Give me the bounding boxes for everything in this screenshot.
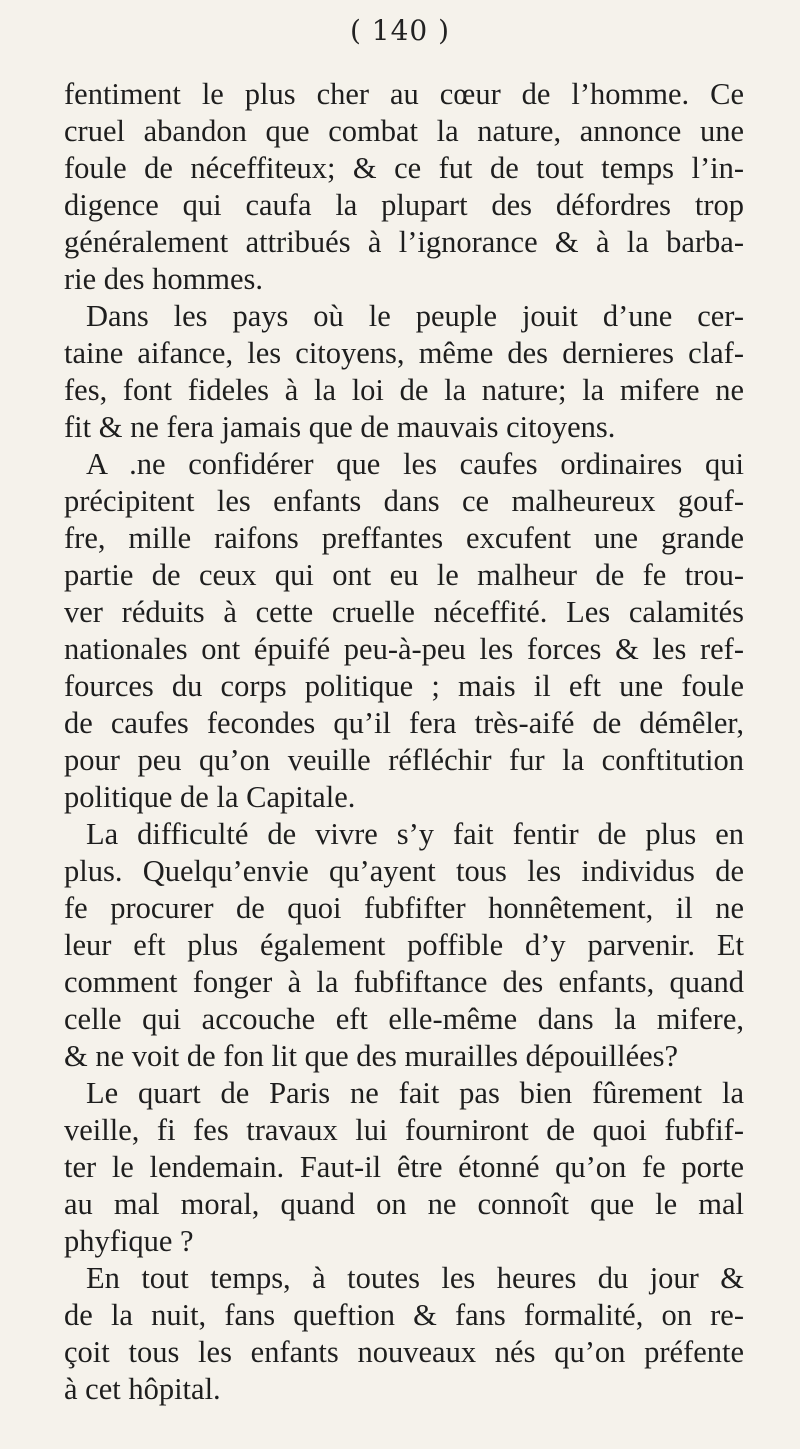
text-line: ver réduits à cette cruelle néceffité. Les calamités — [64, 595, 744, 629]
text-line: de la nuit, fans queftion & fans formalité, on re- — [64, 1298, 744, 1332]
text-line: fources du corps politique ; mais il eft une foule — [64, 669, 744, 703]
text-line: partie de ceux qui ont eu le malheur de fe trou- — [64, 558, 744, 592]
text-line: taine aifance, les citoyens, même des dernieres claf- — [64, 336, 744, 370]
text-line: leur eft plus également poffible d’y parvenir. Et — [64, 928, 744, 962]
text-line: Le quart de Paris ne fait pas bien fûrement la — [86, 1076, 744, 1110]
text-line: généralement attribués à l’ignorance & à la barba- — [64, 225, 744, 259]
text-line: En tout temps, à toutes les heures du jour & — [86, 1261, 744, 1295]
text-line: Dans les pays où le peuple jouit d’une cer- — [86, 299, 744, 333]
text-line: çoit tous les enfants nouveaux nés qu’on préfente — [64, 1335, 744, 1369]
text-line: fentiment le plus cher au cœur de l’homme. Ce — [64, 77, 744, 111]
text-line: politique de la Capitale. — [64, 780, 356, 814]
text-line: pour peu qu’on veuille réfléchir fur la conftitution — [64, 743, 744, 777]
text-line: veille, fi fes travaux lui fourniront de quoi fubfif- — [64, 1113, 744, 1147]
text-line: plus. Quelqu’envie qu’ayent tous les individus de — [64, 854, 744, 888]
body-text — [64, 76, 744, 1408]
text-line: cruel abandon que combat la nature, annonce une — [64, 114, 744, 148]
text-line: A .ne confidérer que les caufes ordinaires qui — [86, 447, 744, 481]
text-line: & ne voit de fon lit que des murailles dépouillées? — [64, 1039, 679, 1073]
text-line: à cet hôpital. — [64, 1372, 221, 1406]
text-line: rie des hommes. — [64, 262, 264, 296]
text-line: fe procurer de quoi fubfifter honnêtement, il ne — [64, 891, 744, 925]
text-line: ter le lendemain. Faut-il être étonné qu’on fe porte — [64, 1150, 744, 1184]
text-line: La difficulté de vivre s’y fait fentir de plus en — [86, 817, 744, 851]
text-line: nationales ont épuifé peu-à-peu les forces & les ref- — [64, 632, 744, 666]
text-line: fit & ne fera jamais que de mauvais citoyens. — [64, 410, 616, 444]
text-line: digence qui caufa la plupart des défordres trop — [64, 188, 744, 222]
text-line: au mal moral, quand on ne connoît que le mal — [64, 1187, 744, 1221]
text-line: phyfique ? — [64, 1224, 194, 1258]
page-number: ( 140 ) — [349, 14, 451, 47]
text-line: foule de néceffiteux; & ce fut de tout temps l’in- — [64, 151, 744, 185]
text-line: précipitent les enfants dans ce malheureux gouf- — [64, 484, 744, 518]
text-line: fes, font fideles à la loi de la nature; la mifere ne — [64, 373, 744, 407]
text-line: de caufes fecondes qu’il fera très-aifé de démêler, — [64, 706, 744, 740]
text-line: celle qui accouche eft elle-même dans la mifere, — [64, 1002, 744, 1036]
text-line: fre, mille raifons preffantes excufent une grande — [64, 521, 744, 555]
text-line: comment fonger à la fubfiftance des enfants, quand — [64, 965, 744, 999]
